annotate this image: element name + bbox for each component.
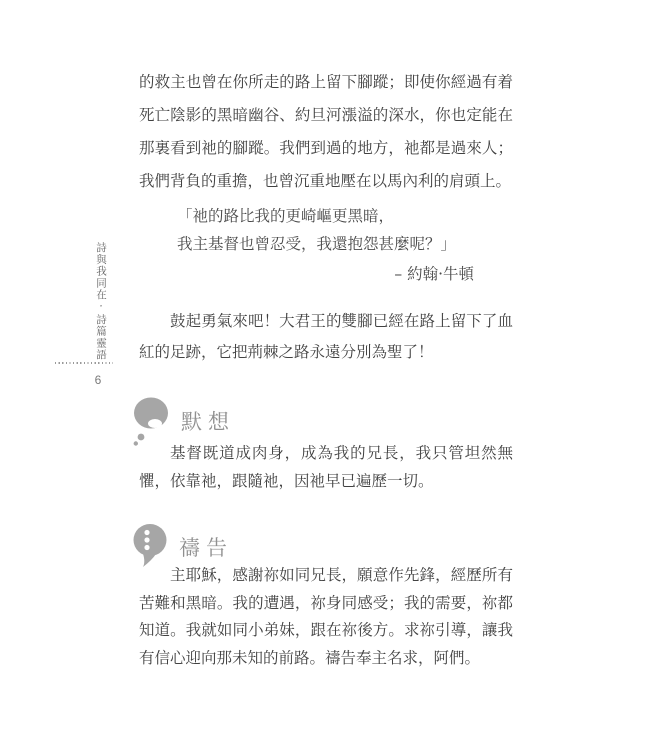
quote-line-1: 「祂的路比我的更崎嶇更黑暗， [177, 207, 395, 225]
page-number: 6 [94, 373, 102, 387]
paragraph-continuation: 的救主也曾在你所走的路上留下腳蹤；即使你經過有着死亡陰影的黑暗幽谷、約旦河漲溢的深水，你也定能在那裏看到祂的腳蹤。我們到過的地方，祂都是過來人；我們背負的重擔，也曾沉重地壓在以馬內利的肩頭上。 [139, 74, 513, 190]
meditation-heading: 默想 [181, 410, 235, 434]
prayer-heading: 禱告 [179, 536, 233, 560]
book-title-vertical: 詩與我同在·詩篇靈語 [95, 242, 107, 361]
quote-attribution: – 約翰·牛頓 [394, 265, 474, 283]
paragraph-encouragement: 鼓起勇氣來吧！大君王的雙腳已經在路上留下了血紅的足跡，它把荊棘之路永遠分別為聖了！ [139, 313, 513, 361]
quote-line-2: 我主基督也曾忍受，我還抱怨甚麼呢？」 [177, 235, 457, 253]
sidebar-divider [55, 362, 113, 364]
quote-block [177, 202, 456, 258]
prayer-body: 主耶穌，感謝祢如同兄長，願意作先鋒，經歷所有苦難和黑暗。我的遭遇，祢身同感受；我的需要，祢都知道。我就如同小弟妹，跟在祢後方。求祢引導，讓我有信心迎向那未知的前路。禱告奉主名求，阿們。 [139, 567, 513, 667]
meditation-body: 基督既道成肉身，成為我的兄長，我只管坦然無懼，依靠祂，跟隨祂，因祂早已遍歷一切。 [139, 445, 513, 490]
